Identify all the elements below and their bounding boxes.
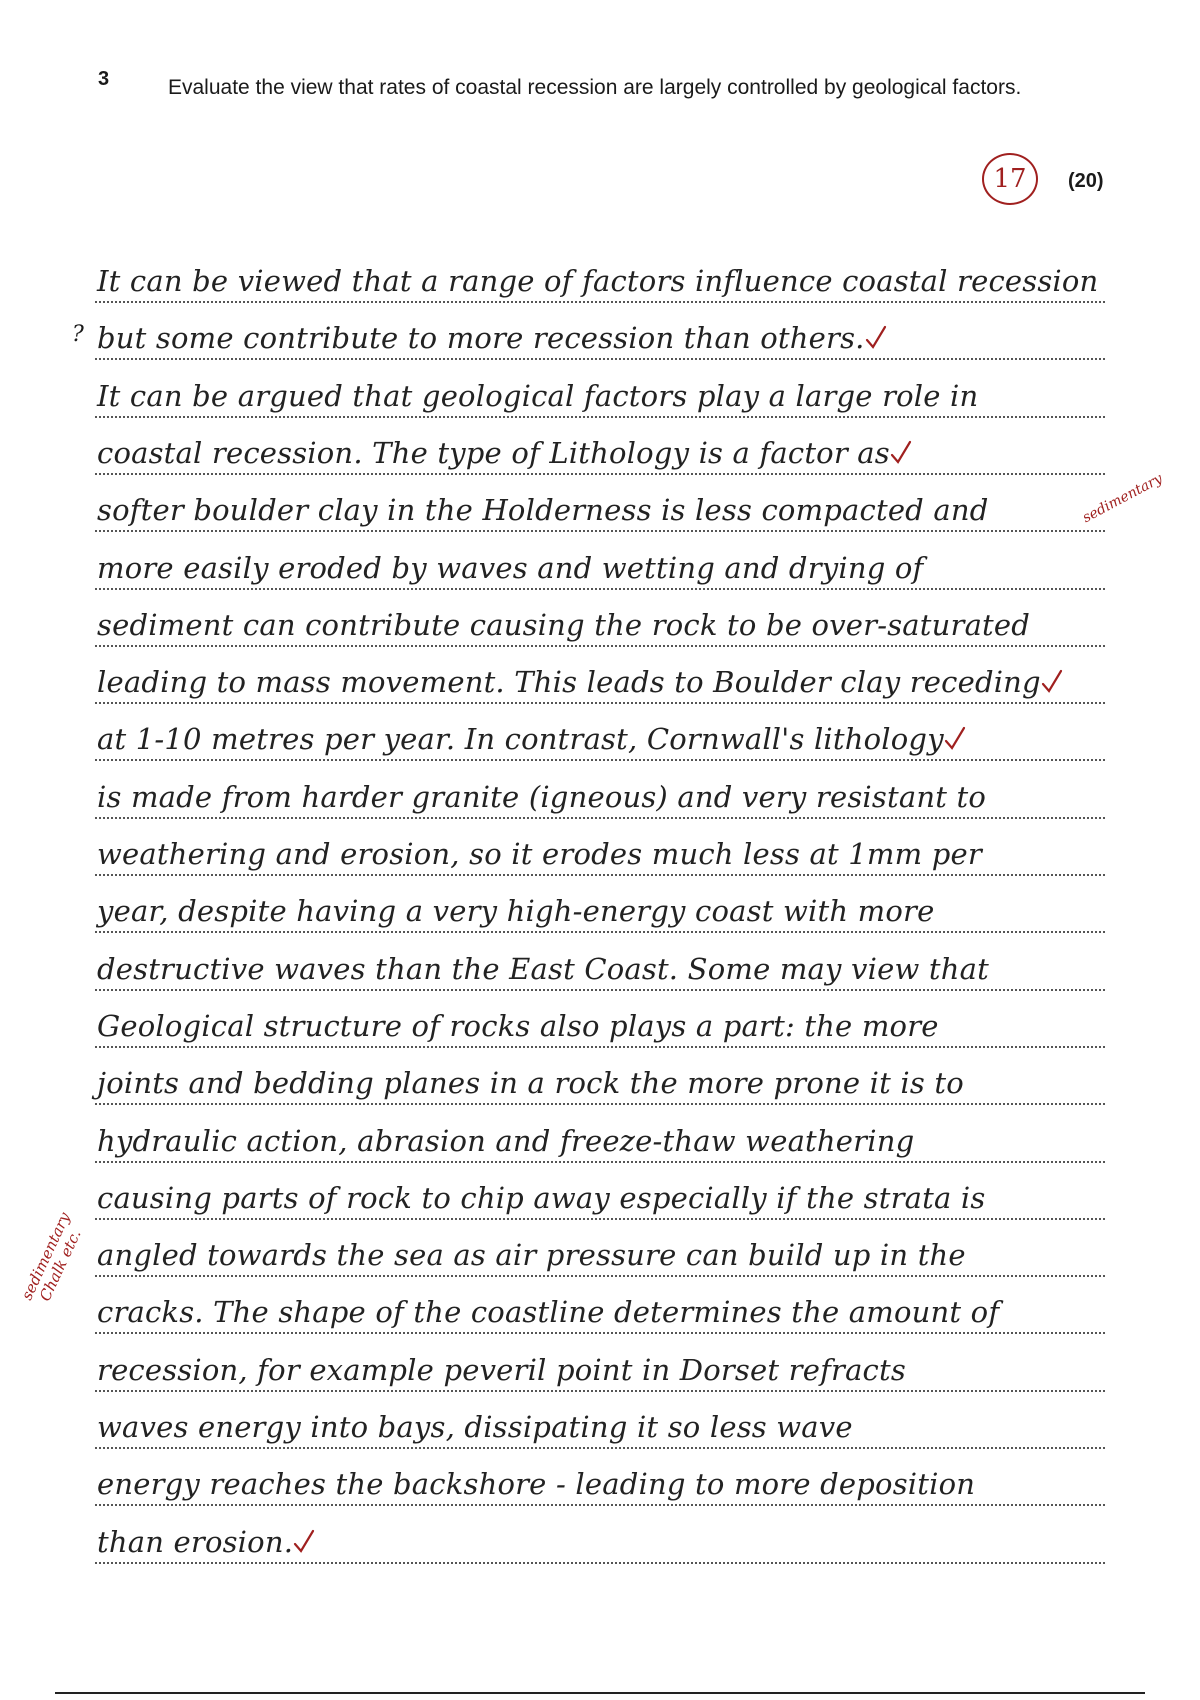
answer-line: [95, 702, 1105, 761]
answer-line: [95, 1505, 1105, 1564]
answer-line: [95, 760, 1105, 819]
answer-line-text: at 1-10 metres per year. In contrast, Cornwall's lithology: [97, 722, 964, 756]
answer-line: [95, 588, 1105, 647]
answer-line-text: softer boulder clay in the Holderness is less compacted and: [97, 493, 989, 528]
answer-line-text: weathering and erosion, so it erodes much less at 1mm per: [97, 837, 982, 871]
bottom-rule: [55, 1692, 1145, 1694]
answer-line-text: joints and bedding planes in a rock the more prone it is to: [97, 1066, 964, 1101]
answer-line-text: causing parts of rock to chip away especially if the strata is: [97, 1180, 986, 1215]
answer-line-text: It can be viewed that a range of factors influence coastal recession: [97, 264, 1099, 298]
answer-line: [95, 473, 1105, 532]
answer-line: [95, 301, 1105, 360]
answer-line-text: angled towards the sea as air pressure can build up in the: [97, 1238, 966, 1273]
answer-line: [95, 1104, 1105, 1163]
answer-lines: [95, 0, 1105, 1700]
answer-line-text: energy reaches the backshore - leading to more deposition: [97, 1467, 976, 1502]
answer-line-text: waves energy into bays, dissipating it so less wave: [97, 1410, 853, 1444]
answer-line-text: than erosion.: [97, 1525, 313, 1559]
awarded-mark: 17: [993, 164, 1027, 194]
answer-line: [95, 416, 1105, 475]
answer-line-text: but some contribute to more recession than others.: [97, 321, 885, 355]
answer-line-text: Geological structure of rocks also plays a part: the more: [97, 1008, 939, 1043]
margin-note-left: sedimentary Chalk etc.: [17, 1209, 85, 1304]
answer-line: [95, 932, 1105, 991]
answer-line-text: hydraulic action, abrasion and freeze-thaw weathering: [97, 1123, 915, 1158]
question-number: 3: [98, 68, 110, 90]
tick-mark-icon: [293, 1528, 313, 1554]
margin-question-mark: ?: [72, 322, 84, 347]
answer-line-text: year, despite having a very high-energy coast with more: [97, 894, 935, 929]
answer-line-text: cracks. The shape of the coastline determines the amount of: [97, 1295, 1000, 1330]
answer-line: [95, 989, 1105, 1048]
answer-line-text: is made from harder granite (igneous) and very resistant to: [97, 779, 986, 814]
answer-line: [95, 1161, 1105, 1220]
answer-line: [95, 1046, 1105, 1105]
tick-mark-icon: [944, 725, 964, 751]
answer-line-text: more easily eroded by waves and wetting and drying of: [97, 550, 924, 585]
answer-line: [95, 1218, 1105, 1277]
tick-mark-icon: [865, 324, 885, 350]
answer-line: [95, 531, 1105, 590]
answer-line-text: destructive waves than the East Coast. Some may view that: [97, 951, 989, 986]
answer-line-text: coastal recession. The type of Lithology is a factor as: [97, 436, 910, 470]
answer-line: [95, 1390, 1105, 1449]
answer-line-text: recession, for example peveril point in Dorset refracts: [97, 1352, 906, 1387]
answer-line-text: sediment can contribute causing the rock to be over-saturated: [97, 607, 1031, 642]
tick-mark-icon: [890, 439, 910, 465]
answer-line-text: leading to mass movement. This leads to Boulder clay receding: [97, 665, 1061, 699]
question-text: Evaluate the view that rates of coastal recession are largely controlled by geological factors.: [168, 76, 1022, 99]
tick-mark-icon: [1041, 668, 1061, 694]
answer-line-text: It can be argued that geological factors play a large role in: [97, 378, 979, 413]
answer-line: [95, 1275, 1105, 1334]
marks-total: (20): [1068, 170, 1104, 192]
margin-note-right: sedimentary: [1080, 470, 1166, 527]
answer-line: [95, 874, 1105, 933]
answer-line: [95, 817, 1105, 876]
answer-line: [95, 645, 1105, 704]
answer-line: [95, 1333, 1105, 1392]
answer-line: [95, 244, 1105, 303]
answer-line: [95, 1447, 1105, 1506]
answer-line: [95, 359, 1105, 418]
